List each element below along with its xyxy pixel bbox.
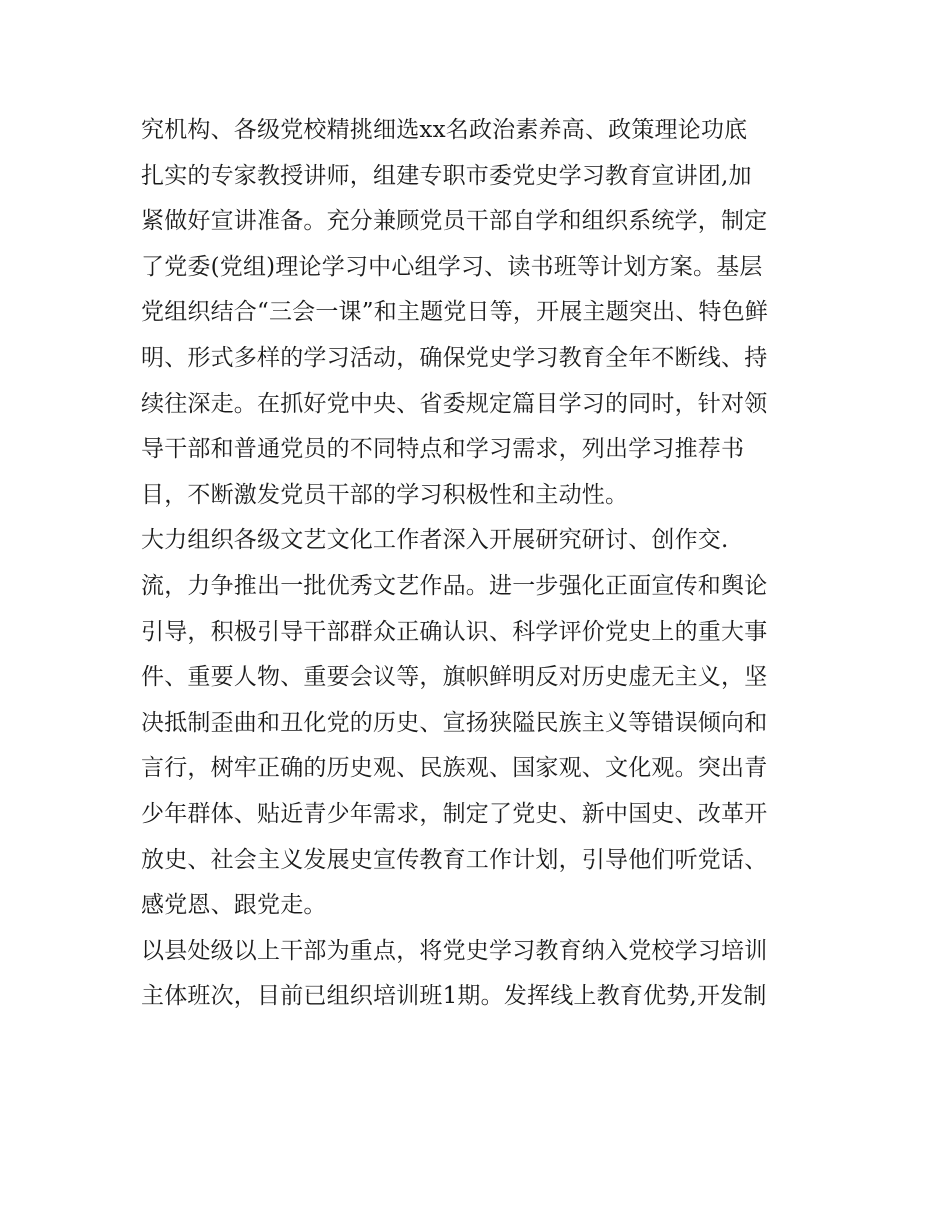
text-line: 紧做好宣讲准备。充分兼顾党员干部自学和组织系统学，制定 bbox=[141, 208, 768, 235]
text-line: 扎实的专家教授讲师，组建专职市委党史学习教育宣讲团,加 bbox=[141, 162, 752, 189]
text-line: 明、形式多样的学习活动，确保党史学习教育全年不断线、持 bbox=[141, 344, 768, 371]
text-line: 决抵制歪曲和丑化党的历史、宣扬狭隘民族主义等错误倾向和 bbox=[141, 709, 768, 736]
text-line: 件、重要人物、重要会议等，旗帜鲜明反对历史虚无主义，坚 bbox=[141, 664, 768, 691]
text-line: 了党委(党组)理论学习中心组学习、读书班等计划方案。基层 bbox=[141, 253, 763, 280]
text-line: 导干部和普通党员的不同特点和学习需求，列出学习推荐书 bbox=[141, 436, 745, 463]
text-line: 引导，积极引导干部群众正确认识、科学评价党史上的重大事 bbox=[141, 618, 768, 645]
text-line: 主体班次，目前已组织培训班1期。发挥线上教育优势,开发制 bbox=[141, 983, 767, 1010]
text-line: 放史、社会主义发展史宣传教育工作计划，引导他们听党话、 bbox=[141, 846, 768, 873]
text-line: 究机构、各级党校精挑细选xx名政治素养高、政策理论功底 bbox=[141, 117, 748, 143]
text-line: 目，不断激发党员干部的学习积极性和主动性。 bbox=[141, 481, 629, 508]
text-line: 以县处级以上干部为重点，将党史学习教育纳入党校学习培训 bbox=[141, 937, 768, 964]
text-line: 大力组织各级文艺文化工作者深入开展研究研讨、创作交. bbox=[141, 527, 729, 554]
text-line: 感党恩、跟党走。 bbox=[141, 892, 327, 919]
document-body bbox=[141, 108, 821, 1020]
text-line: 续往深走。在抓好党中央、省委规定篇目学习的同时，针对领 bbox=[141, 390, 768, 417]
text-line: 党组织结合“三会一课”和主题党日等，开展主题突出、特色鲜 bbox=[141, 299, 769, 326]
text-line: 流，力争推出一批优秀文艺作品。进一步强化正面宣传和舆论 bbox=[141, 572, 768, 599]
text-line: 言行，树牢正确的历史观、民族观、国家观、文化观。突出青 bbox=[141, 755, 768, 782]
text-line: 少年群体、贴近青少年需求，制定了党史、新中国史、改革开 bbox=[141, 800, 768, 827]
